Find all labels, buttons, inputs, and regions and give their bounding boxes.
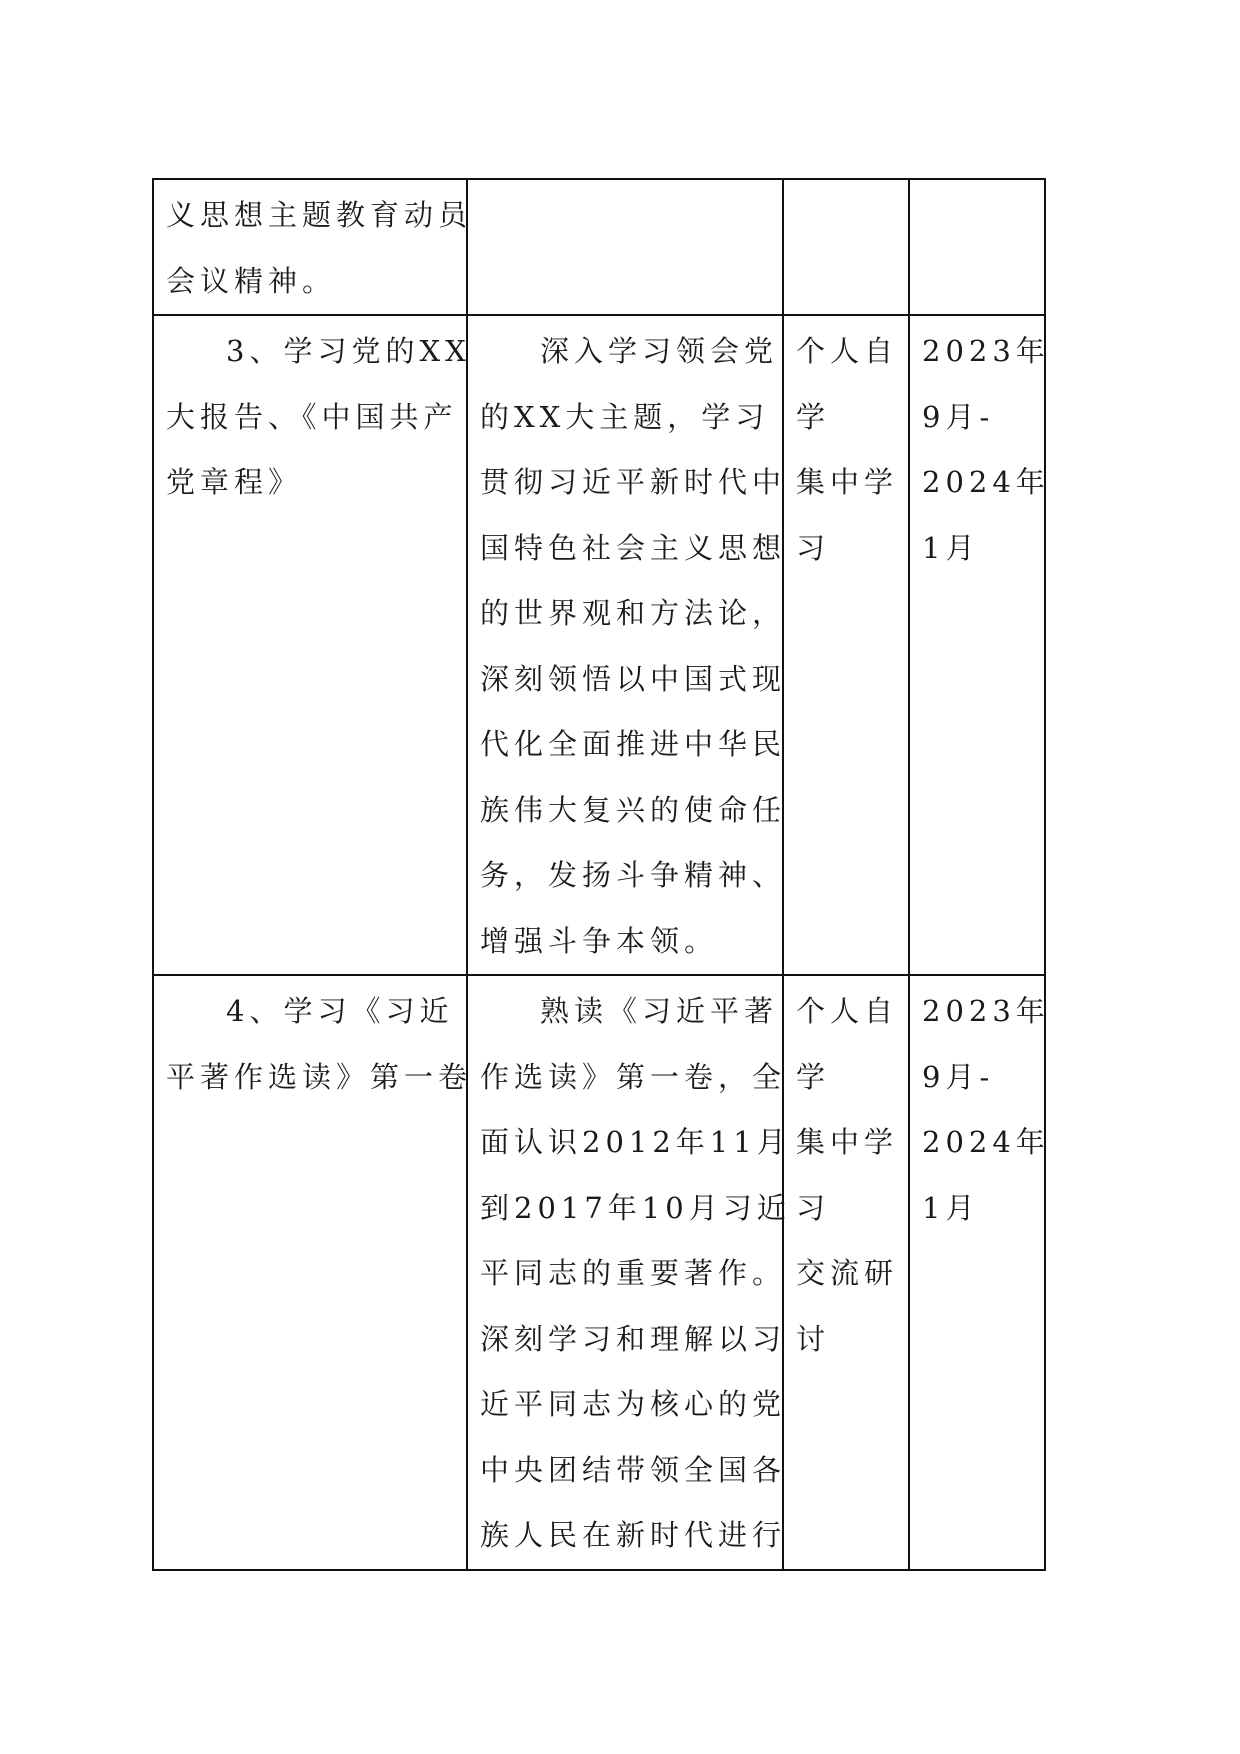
content-cell [467, 315, 787, 975]
topic-cell [153, 315, 471, 975]
content-line: 贯彻习近平新时代中 [480, 465, 787, 499]
time-line: 2023年 [922, 994, 1050, 1028]
time-line: 1月 [922, 530, 980, 565]
method-line: 交流研 [796, 1256, 899, 1290]
topic-line: 平著作选读》第一卷 [166, 1059, 473, 1094]
time-cell [909, 975, 1050, 1570]
topic-line: 4、学习《习近 [226, 994, 454, 1028]
content-line: 代化全面推进中华民 [480, 727, 787, 761]
content-line: 深刻学习和理解以习 [480, 1321, 787, 1356]
content-line: 的XX大主题，学习 [480, 399, 770, 434]
topic-line: 3、学习党的XX [226, 334, 471, 368]
content-line: 国特色社会主义思想 [480, 530, 787, 565]
topic-line: 义思想主题教育动员 [166, 198, 473, 232]
content-line: 族伟大复兴的使命任 [480, 792, 787, 827]
topic-line: 党章程》 [166, 465, 303, 499]
content-line: 到2017年10月习近 [480, 1190, 791, 1225]
time-line: 2023年 [922, 334, 1050, 368]
method-line: 学 [796, 399, 831, 434]
content-line: 增强斗争本领。 [480, 923, 719, 958]
table-row [153, 975, 1045, 1570]
content-cell [467, 975, 791, 1570]
time-cell [909, 315, 1050, 975]
method-line: 集中学 [796, 465, 899, 499]
method-line: 学 [796, 1059, 831, 1094]
time-line: 9月- [922, 1059, 995, 1094]
table-row [153, 179, 1045, 315]
time-line: 2024年 [922, 465, 1050, 499]
method-line: 习 [796, 1190, 831, 1225]
content-line: 平同志的重要著作。 [480, 1256, 787, 1290]
content-line: 熟读《习近平著 [540, 994, 779, 1028]
content-line: 面认识2012年11月 [480, 1125, 791, 1159]
table-row [153, 315, 1045, 975]
method-line: 集中学 [796, 1125, 899, 1159]
study-plan-table [152, 178, 1050, 1571]
content-line: 作选读》第一卷，全 [480, 1059, 787, 1094]
method-line: 讨 [796, 1321, 831, 1356]
method-line: 习 [796, 530, 831, 565]
time-line: 2024年 [922, 1125, 1050, 1159]
topic-line: 会议精神。 [166, 263, 337, 298]
content-line: 务，发扬斗争精神、 [480, 858, 787, 892]
topic-line: 大报告、《中国共产 [166, 399, 458, 434]
method-line: 个人自 [796, 334, 899, 368]
content-cell [467, 179, 783, 315]
method-cell [783, 975, 909, 1570]
content-line: 近平同志为核心的党 [480, 1387, 787, 1421]
content-line: 的世界观和方法论， [480, 596, 787, 630]
topic-cell [153, 179, 473, 315]
method-line: 个人自 [796, 994, 899, 1028]
content-line: 中央团结带领全国各 [480, 1452, 787, 1487]
time-cell [909, 179, 1045, 315]
content-line: 深刻领悟以中国式现 [480, 661, 787, 696]
content-line: 族人民在新时代进行 [480, 1518, 787, 1552]
method-cell [783, 179, 909, 315]
method-cell [783, 315, 909, 975]
time-line: 1月 [922, 1190, 980, 1225]
time-line: 9月- [922, 399, 995, 434]
topic-cell [153, 975, 473, 1570]
content-line: 深入学习领会党 [540, 334, 779, 368]
